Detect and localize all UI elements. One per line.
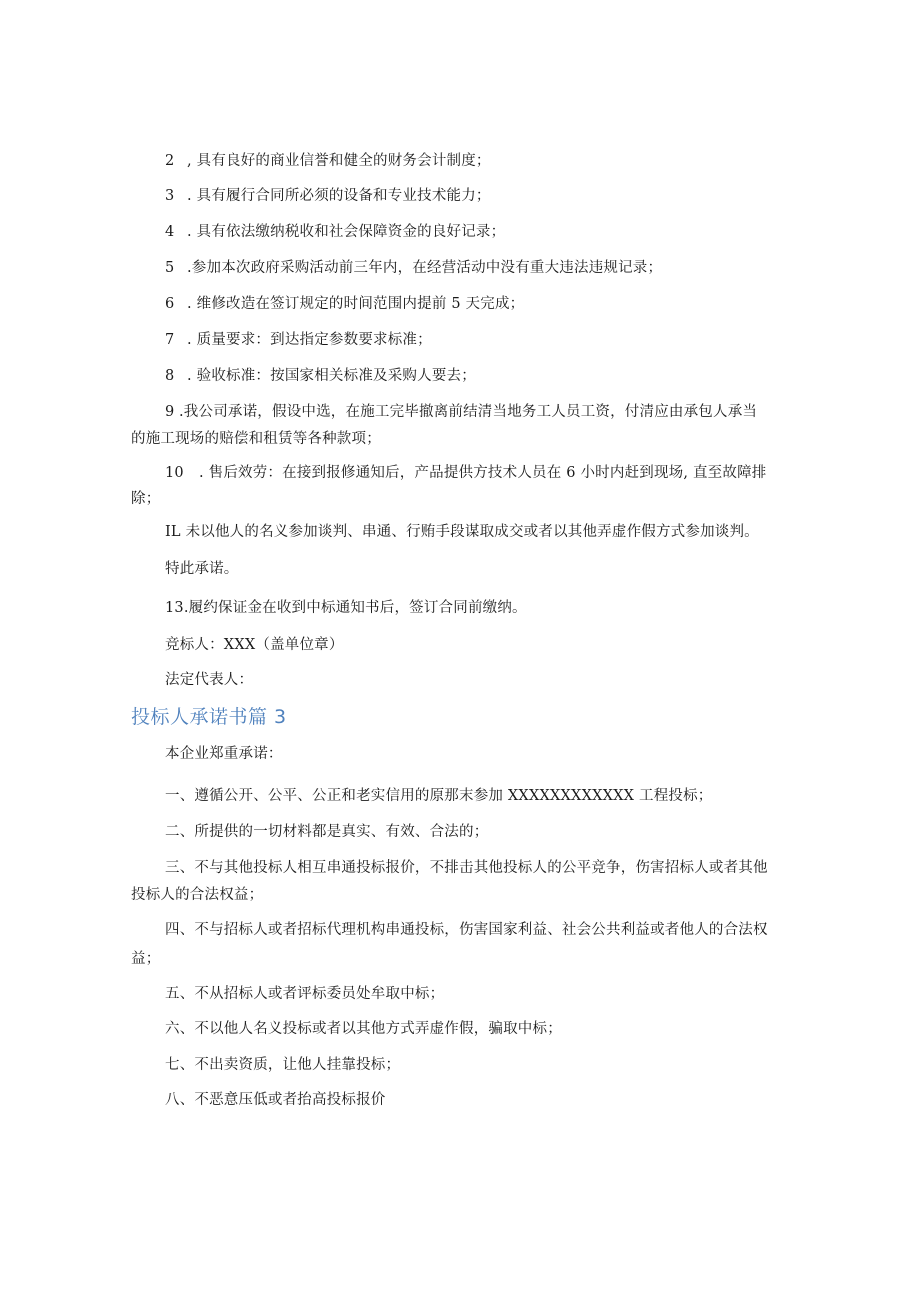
item-10 [165,465,766,481]
item-3 [165,188,491,204]
item-8 [165,368,476,384]
item-6 [165,296,524,312]
item-text: . 具有依法缴纳税收和社会保障资金的良好记录； [187,224,506,240]
item-number: 8 [165,368,175,384]
item-number: 5 [165,260,175,276]
item-number: 3 [165,188,175,204]
item-text: . 验收标准：按国家相关标准及采购人要去； [187,368,476,384]
item-text: . 售后效劳：在接到报修通知后，产品提供方技术人员在 6 小时内赶到现场, 直至故障排 [199,465,767,481]
item-number: 4 [165,224,175,240]
item-7 [165,332,432,348]
pledge-5: 五、不从招标人或者评标委员处牟取中标； [165,986,445,1002]
section-intro: 本企业郑重承诺： [165,746,283,762]
pledge-2: 二、所提供的一切材料都是真实、有效、合法的； [165,824,489,840]
item-10-continuation: 除； [131,491,161,507]
item-13: 13.履约保证金在收到中标通知书后，签订合同前缴纳。 [165,600,527,616]
section-heading: 投标人承诺书篇 3 [131,706,287,728]
bidder-line: 竞标人：XXX（盖单位章） [165,637,344,653]
pledge-1: 一、遵循公开、公平、公正和老实信用的原那末参加 XXXXXXXXXXXX 工程投标； [165,788,713,804]
pledge-4: 四、不与招标人或者招标代理机构串通投标，伤害国家利益、社会公共利益或者他人的合法权 [165,922,768,938]
item-text: .参加本次政府采购活动前三年内，在经营活动中没有重大违法违规记录； [187,260,663,276]
legal-representative-line: 法定代表人： [165,672,254,688]
item-number: 9 [165,404,175,420]
item-text: . 具有履行合同所必须的设备和专业技术能力； [187,188,491,204]
item-text: . 质量要求：到达指定参数要求标准； [187,332,432,348]
pledge-4-continuation: 益； [131,951,161,967]
item-4 [165,224,505,240]
item-number: 2 [165,153,175,169]
item-number: 7 [165,332,175,348]
pledge-6: 六、不以他人名义投标或者以其他方式弄虚作假，骗取中标； [165,1021,562,1037]
item-text: .我公司承诺，假设中选，在施工完毕撤离前结清当地务工人员工资，付清应由承包人承当 [179,404,758,420]
item-9 [165,404,757,420]
item-text: . 维修改造在签订规定的时间范围内提前 5 天完成； [187,296,525,312]
pledge-3-continuation: 投标人的合法权益； [131,887,264,903]
item-text: , 具有良好的商业信誉和健全的财务会计制度； [187,153,491,169]
item-5 [165,260,662,276]
pledge-7: 七、不出卖资质，让他人挂靠投标； [165,1057,401,1073]
closing-statement: 特此承诺。 [165,561,239,577]
pledge-3: 三、不与其他投标人相互串通投标报价，不排击其他投标人的公平竞争，伤害招标人或者其他 [165,860,768,876]
item-number: 10 [165,465,184,481]
item-9-continuation: 的施工现场的赔偿和租赁等各种款项； [131,431,381,447]
item-11: IL 未以他人的名义参加谈判、串通、行贿手段谋取成交或者以其他弄虚作假方式参加谈判。 [165,524,759,540]
pledge-8: 八、不恶意压低或者抬高投标报价 [165,1092,386,1108]
item-2 [165,153,491,169]
item-number: 6 [165,296,175,312]
